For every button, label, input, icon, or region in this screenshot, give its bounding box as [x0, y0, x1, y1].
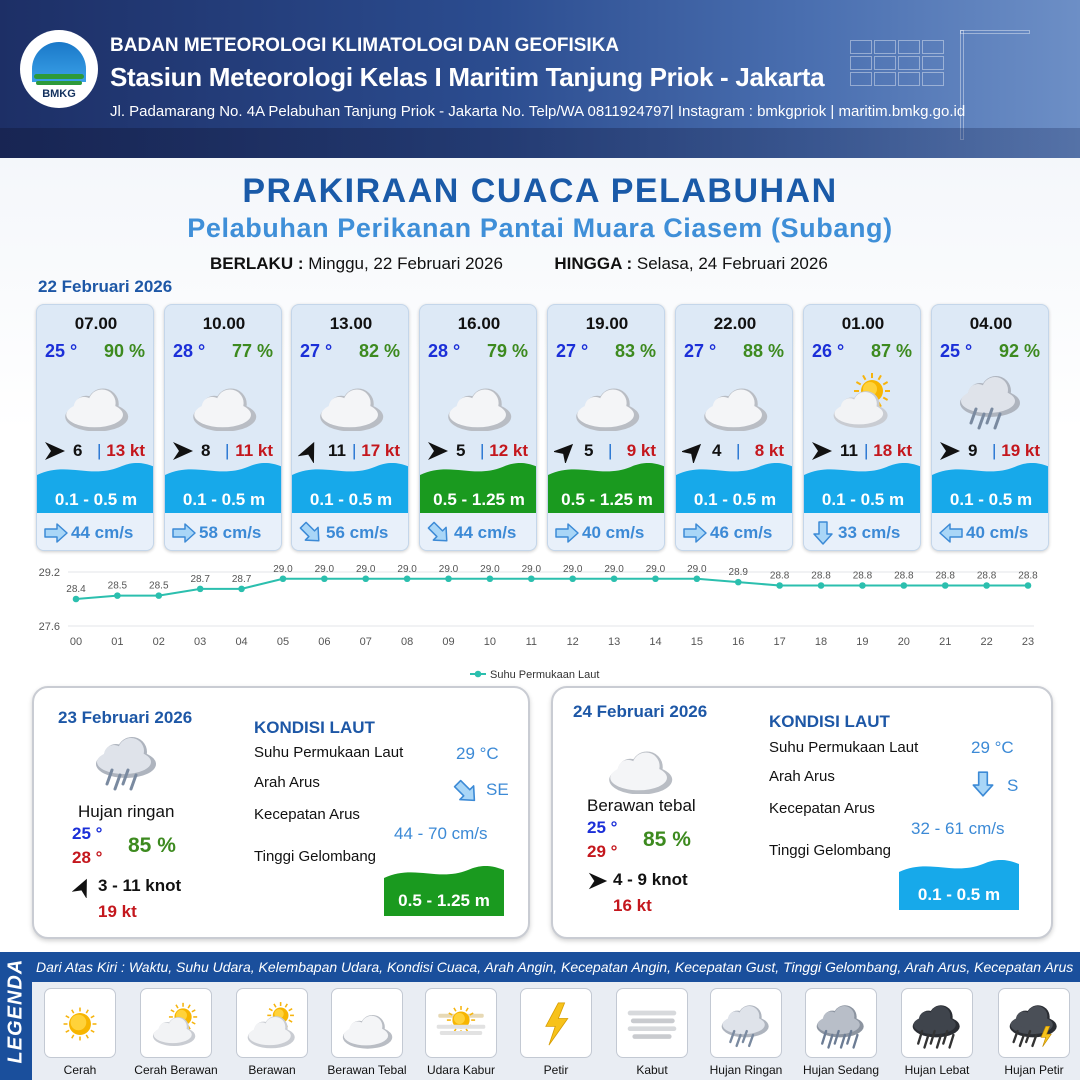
sst-data-label: 29.0	[604, 563, 624, 575]
x-tick-label: 22	[980, 636, 993, 648]
card-wave-height: 0.1 - 0.5 m	[693, 490, 777, 509]
wind-direction-icon	[298, 439, 322, 463]
x-tick-label: 04	[235, 636, 248, 648]
hujan-petir-icon	[1005, 995, 1063, 1053]
x-tick-label: 08	[401, 636, 414, 648]
card-temperature: 28 °	[428, 341, 461, 361]
x-tick-label: 03	[194, 636, 207, 648]
sst-data-point	[528, 575, 535, 582]
logo-text: BMKG	[42, 88, 76, 100]
berawan-tebal-icon	[698, 369, 772, 431]
card-separator: |	[352, 441, 357, 460]
legend-item-label: Udara Kabur	[426, 1063, 496, 1077]
card-separator: |	[480, 441, 485, 460]
legend-item-label: Kabut	[636, 1063, 668, 1077]
sst-data-label: 28.8	[769, 570, 790, 582]
day3-current-dir-label: Arah Arus	[769, 768, 835, 785]
sst-data-point	[569, 575, 576, 582]
petir-icon	[527, 995, 585, 1053]
legend-caption-band	[32, 952, 1080, 982]
card-current-speed: 40 cm/s	[966, 523, 1029, 542]
page-title: PRAKIRAAN CUACA PELABUHAN	[242, 172, 838, 210]
x-tick-label: 09	[442, 636, 455, 648]
sst-data-point	[197, 586, 204, 593]
sst-series-line	[76, 579, 1028, 599]
card-time: 07.00	[74, 314, 118, 333]
x-tick-label: 02	[152, 636, 165, 648]
day3-current-dir: S	[1007, 776, 1019, 795]
day3-wind-speed: 4 - 9 knot	[613, 870, 688, 889]
legend-item	[805, 988, 877, 1058]
hujan-sedang-icon	[812, 995, 870, 1053]
sst-data-point	[238, 586, 245, 593]
card-humidity: 88 %	[742, 341, 784, 361]
wind-direction-icon	[682, 439, 706, 463]
sst-data-label: 29.0	[480, 563, 500, 575]
sst-data-label: 28.4	[66, 584, 86, 595]
wind-direction-icon	[43, 439, 67, 463]
card-wind-speed: 8	[201, 441, 211, 460]
day2-weather-icon	[90, 730, 164, 792]
card-wave-height: 0.5 - 1.25 m	[561, 490, 653, 509]
day2-kondisi-title: KONDISI LAUT	[254, 718, 375, 737]
card-wave-height: 0.1 - 0.5 m	[821, 490, 905, 509]
day2-current-speed-label: Kecepatan Arus	[254, 806, 360, 823]
card-temperature: 27 °	[556, 341, 589, 361]
card-humidity: 87 %	[870, 341, 912, 361]
sst-data-point	[652, 575, 659, 582]
wind-direction-icon	[810, 439, 834, 463]
day3-current-speed-label: Kecepatan Arus	[769, 800, 875, 817]
forecast-card	[931, 304, 1049, 551]
sst-data-point	[73, 596, 80, 603]
x-tick-label: 11	[525, 636, 538, 648]
cerah-icon	[51, 995, 109, 1053]
x-tick-label: 00	[69, 636, 83, 648]
forecast-card	[675, 304, 793, 551]
hujan-ringan-icon	[717, 995, 775, 1053]
card-gust: 17 kt	[361, 441, 400, 460]
day2-temp-max: 28 °	[72, 848, 103, 867]
sst-data-label: 28.8	[1018, 570, 1038, 582]
x-tick-label: 16	[732, 636, 745, 648]
day3-temp-max: 29 °	[587, 842, 618, 861]
day3-date: 24 Februari 2026	[573, 702, 708, 721]
x-tick-label: 14	[649, 636, 662, 648]
current-direction-icon	[554, 521, 580, 545]
x-tick-label: 17	[773, 636, 786, 648]
wind-direction-icon	[554, 439, 578, 463]
agency-name: BADAN METEOROLOGI KLIMATOLOGI DAN GEOFISIKA	[110, 35, 620, 56]
card-time: 19.00	[585, 314, 629, 333]
card-separator: |	[992, 441, 997, 460]
berawan-tebal-icon	[570, 369, 644, 431]
x-tick-label: 15	[690, 636, 703, 648]
current-direction-icon	[682, 521, 708, 545]
x-tick-label: 01	[111, 636, 124, 648]
legend-item	[44, 988, 116, 1058]
sst-data-label: 29.0	[687, 563, 707, 575]
card-humidity: 79 %	[486, 341, 528, 361]
day2-date: 23 Februari 2026	[58, 708, 193, 727]
harbor-silhouette	[0, 128, 1080, 158]
x-tick-label: 23	[1021, 636, 1035, 648]
legend-item	[710, 988, 782, 1058]
day2-current-dir-label: Arah Arus	[254, 774, 320, 791]
kabut-icon	[623, 995, 681, 1053]
berawan-tebal-icon	[442, 369, 516, 431]
card-time: 10.00	[202, 314, 246, 333]
y-tick-label: 29.2	[38, 567, 60, 579]
legend-item	[520, 988, 592, 1058]
day3-temp-min: 25 °	[587, 818, 618, 837]
sst-data-point	[818, 582, 825, 589]
valid-from-label: BERLAKU :	[210, 254, 304, 273]
card-wind-speed: 11	[840, 441, 858, 460]
page-subtitle: Pelabuhan Perikanan Pantai Muara Ciasem (Subang)	[187, 213, 893, 243]
card-humidity: 92 %	[998, 341, 1040, 361]
x-tick-label: 18	[814, 636, 828, 648]
sst-data-label: 28.8	[811, 570, 831, 582]
card-separator: |	[97, 441, 102, 460]
bmkg-logo	[20, 30, 98, 108]
card-temperature: 27 °	[684, 341, 717, 361]
card-time: 01.00	[841, 314, 885, 333]
sst-data-label: 28.7	[231, 573, 252, 585]
legend-series-name: Suhu Permukaan Laut	[490, 669, 600, 681]
card-gust: 9 kt	[626, 441, 656, 460]
day2-wind-arrow-icon	[72, 876, 94, 898]
legend-item	[140, 988, 212, 1058]
card-wave-height: 0.1 - 0.5 m	[182, 490, 266, 509]
legend-item-label: Berawan	[248, 1063, 296, 1077]
card-current-speed: 44 cm/s	[71, 523, 134, 542]
card-current-speed: 40 cm/s	[582, 523, 645, 542]
day2-temp-min: 25 °	[72, 824, 103, 843]
day2-sst-label: Suhu Permukaan Laut	[254, 744, 404, 761]
station-address: Jl. Padamarang No. 4A Pelabuhan Tanjung Priok - Jakarta No. Telp/WA 0811924797| Instagram : bmkgpriok | maritim.bmkg.go.id	[110, 103, 966, 120]
x-tick-label: 20	[897, 636, 910, 648]
sst-data-point	[901, 582, 908, 589]
berawan-tebal-icon	[187, 369, 261, 431]
day3-current-arrow-icon	[969, 770, 997, 798]
card-current-speed: 44 cm/s	[454, 523, 517, 542]
sst-data-point	[487, 575, 494, 582]
sst-data-point	[1025, 582, 1032, 589]
card-time: 16.00	[457, 314, 501, 333]
x-tick-label: 21	[939, 636, 952, 648]
valid-from-value: Minggu, 22 Februari 2026	[308, 254, 503, 273]
card-gust: 11 kt	[235, 441, 273, 460]
current-direction-icon	[810, 521, 836, 545]
legend-item-label: Hujan Ringan	[709, 1063, 783, 1077]
day3-condition: Berawan tebal	[587, 796, 696, 815]
berawan-icon	[243, 995, 301, 1053]
card-wave-height: 0.1 - 0.5 m	[949, 490, 1033, 509]
current-direction-icon	[426, 521, 452, 545]
legend-item-label: Petir	[543, 1063, 569, 1077]
card-gust: 13 kt	[106, 441, 145, 460]
current-direction-icon	[298, 521, 324, 545]
wind-direction-icon	[171, 439, 195, 463]
legend-swatch-dot	[475, 671, 482, 678]
legend-item-label: Cerah	[63, 1063, 97, 1077]
day2-condition: Hujan ringan	[78, 802, 175, 821]
day3-wind-arrow-icon	[587, 870, 609, 892]
sst-data-point	[735, 579, 742, 586]
legend-item	[425, 988, 497, 1058]
card-separator: |	[736, 441, 741, 460]
sst-data-point	[114, 592, 121, 599]
forecast-card	[547, 304, 665, 551]
card-gust: 19 kt	[1001, 441, 1040, 460]
day3-gust: 16 kt	[613, 896, 652, 915]
card-wave-height: 0.5 - 1.25 m	[433, 490, 525, 509]
legend-item	[236, 988, 308, 1058]
day3-current-speed: 32 - 61 cm/s	[911, 819, 1005, 838]
day2-current-dir: SE	[486, 780, 509, 799]
day2-current-speed: 44 - 70 cm/s	[394, 824, 488, 843]
card-current-speed: 56 cm/s	[326, 523, 389, 542]
day3-weather-icon	[603, 732, 677, 794]
card-current-speed: 58 cm/s	[199, 523, 262, 542]
sst-data-label: 28.9	[728, 567, 748, 579]
card-humidity: 77 %	[231, 341, 273, 361]
day2-humidity: 85 %	[128, 834, 176, 857]
sst-data-point	[280, 575, 287, 582]
sst-data-point	[362, 575, 369, 582]
day2-current-arrow-icon	[452, 778, 480, 806]
card-temperature: 28 °	[173, 341, 206, 361]
day2-wave-label: Tinggi Gelombang	[254, 848, 377, 865]
sst-data-point	[942, 582, 949, 589]
card-separator: |	[864, 441, 869, 460]
x-tick-label: 06	[318, 636, 331, 648]
card-temperature: 25 °	[940, 341, 973, 361]
x-tick-label: 07	[359, 636, 372, 648]
card-humidity: 90 %	[103, 341, 145, 361]
card-wind-speed: 5	[456, 441, 466, 460]
card-current-speed: 33 cm/s	[838, 523, 901, 542]
sst-data-point	[983, 582, 990, 589]
card-wave-height: 0.1 - 0.5 m	[309, 490, 393, 509]
sst-data-label: 29.0	[356, 563, 376, 575]
legend-item-label: Hujan Petir	[1004, 1063, 1064, 1077]
sst-data-label: 29.0	[562, 563, 583, 575]
sst-data-point	[445, 575, 452, 582]
forecast-card	[803, 304, 921, 551]
x-tick-label: 12	[566, 636, 579, 648]
header-banner	[0, 0, 1080, 158]
sst-data-label: 29.0	[273, 563, 293, 575]
day1-date: 22 Februari 2026	[38, 277, 173, 296]
sst-data-label: 28.7	[190, 573, 210, 585]
forecast-card	[164, 304, 282, 551]
berawan-tebal-icon	[338, 995, 396, 1053]
card-wave-height: 0.1 - 0.5 m	[54, 490, 138, 509]
current-direction-icon	[43, 521, 69, 545]
valid-to-value: Selasa, 24 Februari 2026	[636, 254, 828, 273]
day3-kondisi-title: KONDISI LAUT	[769, 712, 890, 731]
legend-item	[331, 988, 403, 1058]
sst-data-label: 28.8	[894, 570, 914, 582]
card-time: 13.00	[329, 314, 373, 333]
sst-line-chart	[30, 560, 1050, 685]
card-gust: 8 kt	[754, 441, 784, 460]
card-separator: |	[225, 441, 230, 460]
day3-sst-label: Suhu Permukaan Laut	[769, 739, 919, 756]
legend-item	[616, 988, 688, 1058]
sst-data-label: 28.5	[107, 580, 128, 592]
wind-direction-icon	[426, 439, 450, 463]
sst-data-label: 29.0	[645, 563, 666, 575]
card-humidity: 82 %	[358, 341, 400, 361]
valid-to-label: HINGGA :	[554, 254, 633, 273]
forecast-card	[419, 304, 537, 551]
sst-data-label: 29.0	[438, 563, 459, 575]
legend-item	[998, 988, 1070, 1058]
card-wind-speed: 4	[712, 441, 722, 460]
legend-item-label: Hujan Lebat	[904, 1063, 970, 1077]
day2-gust: 19 kt	[98, 902, 137, 921]
sst-data-point	[859, 582, 866, 589]
wind-direction-icon	[938, 439, 962, 463]
day3-wave: 0.1 - 0.5 m	[917, 885, 1001, 904]
card-temperature: 25 °	[45, 341, 78, 361]
card-wind-speed: 6	[73, 441, 83, 460]
day2-wave: 0.5 - 1.25 m	[398, 891, 490, 910]
hujan-ringan-icon	[954, 369, 1028, 431]
cerah-berawan-icon	[147, 995, 205, 1053]
x-tick-label: 05	[276, 636, 290, 648]
card-wind-speed: 11	[328, 441, 346, 460]
day3-panel	[551, 686, 1053, 939]
card-time: 04.00	[969, 314, 1013, 333]
x-tick-label: 10	[483, 636, 497, 648]
day3-wave-label: Tinggi Gelombang	[769, 842, 892, 859]
day3-humidity: 85 %	[643, 828, 691, 851]
day2-wind-speed: 3 - 11 knot	[98, 876, 182, 895]
sst-data-point	[694, 575, 701, 582]
sst-data-label: 28.8	[852, 570, 873, 582]
sst-data-point	[321, 575, 328, 582]
sst-data-point	[776, 582, 783, 589]
forecast-card	[36, 304, 154, 551]
cerah-berawan-icon	[826, 369, 900, 431]
sst-data-label: 29.0	[397, 563, 417, 575]
day2-panel	[32, 686, 530, 939]
card-temperature: 26 °	[812, 341, 845, 361]
current-direction-icon	[171, 521, 197, 545]
sst-data-label: 29.0	[314, 563, 335, 575]
card-gust: 18 kt	[873, 441, 912, 460]
sst-data-label: 28.8	[935, 570, 955, 582]
sst-data-point	[155, 592, 162, 599]
legend-side-tab	[0, 952, 32, 1080]
current-direction-icon	[938, 521, 964, 545]
sst-data-label: 28.8	[976, 570, 997, 582]
card-time: 22.00	[713, 314, 757, 333]
legend-item	[901, 988, 973, 1058]
legend-item-label: Cerah Berawan	[134, 1063, 218, 1077]
forecast-card	[291, 304, 409, 551]
sst-data-label: 29.0	[521, 563, 542, 575]
card-temperature: 27 °	[300, 341, 333, 361]
udara-kabur-icon	[432, 995, 490, 1053]
card-humidity: 83 %	[614, 341, 656, 361]
day3-sst: 29 °C	[971, 738, 1014, 757]
card-separator: |	[608, 441, 613, 460]
x-tick-label: 19	[856, 636, 869, 648]
sst-data-point	[404, 575, 411, 582]
legend-item-label: Berawan Tebal	[327, 1063, 407, 1077]
berawan-tebal-icon	[59, 369, 133, 431]
sst-data-point	[611, 575, 618, 582]
day2-sst: 29 °C	[456, 744, 499, 763]
hujan-lebat-icon	[908, 995, 966, 1053]
validity-period	[210, 254, 828, 274]
card-current-speed: 46 cm/s	[710, 523, 773, 542]
station-name: Stasiun Meteorologi Kelas I Maritim Tanjung Priok - Jakarta	[110, 62, 825, 92]
x-tick-label: 13	[607, 636, 621, 648]
berawan-tebal-icon	[314, 369, 388, 431]
card-wind-speed: 9	[968, 441, 978, 460]
legend-side-label: LEGENDA	[4, 958, 27, 1064]
y-tick-label: 27.6	[38, 621, 60, 633]
legend-item-label: Hujan Sedang	[802, 1063, 880, 1077]
card-gust: 12 kt	[489, 441, 528, 460]
sst-data-label: 28.5	[149, 580, 169, 592]
card-wind-speed: 5	[584, 441, 594, 460]
legend-caption: Dari Atas Kiri : Waktu, Suhu Udara, Kelembapan Udara, Kondisi Cuaca, Arah Angin, Kecepatan Angin, Kecepatan Gust, Tinggi Gelombang, Arah Arus, Kecepatan Arus	[36, 959, 1074, 975]
